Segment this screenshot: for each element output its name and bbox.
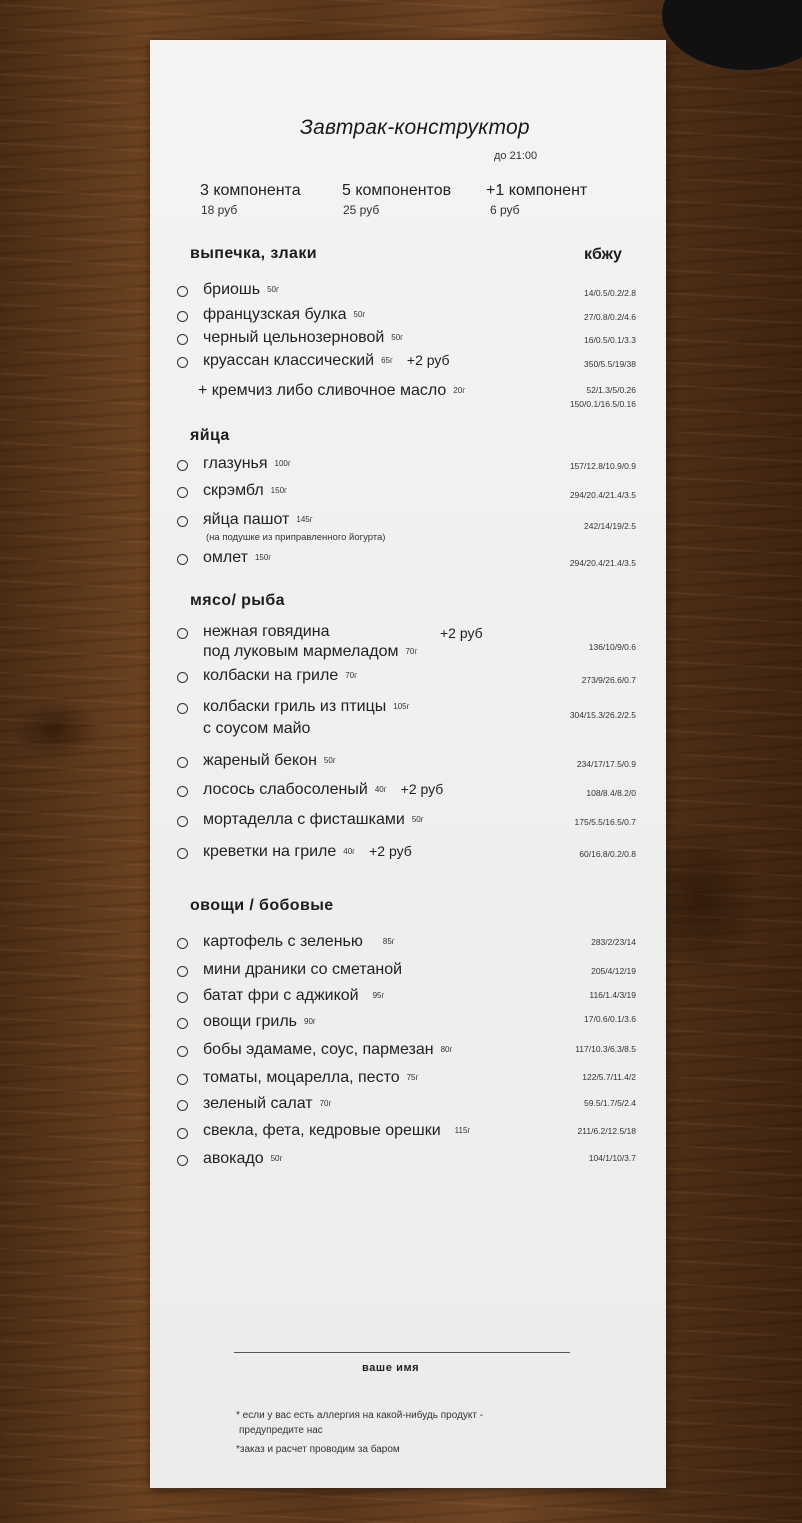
menu-item: скрэмбл 150г [203,482,287,499]
nutrition-value: 136/10/9/0.6 [588,642,636,652]
nutrition-value: 108/8.4/8.2/0 [586,788,636,798]
menu-item-note: (на подушке из приправленного йогурта) [206,532,386,543]
wood-knot [10,700,100,760]
nutrition-value: 242/14/19/2.5 [584,521,636,531]
nutrition-value: 350/5.5/19/38 [584,359,636,369]
section-title-bakery: выпечка, злаки [190,245,317,262]
checkbox-circle[interactable] [177,516,188,527]
checkbox-circle[interactable] [177,757,188,768]
menu-item: бобы эдамаме, соус, пармезан 80г [203,1041,453,1058]
option-title: +1 компонент [486,182,588,199]
checkbox-circle[interactable] [177,848,188,859]
menu-item: бриошь 50г [203,281,279,298]
menu-item: томаты, моцарелла, песто 75г [203,1069,419,1086]
order-note: *заказ и расчет проводим за баром [236,1444,400,1455]
checkbox-circle[interactable] [177,1074,188,1085]
section-title-eggs: яйца [190,427,230,444]
nutrition-value: 59.5/1.7/5/2.4 [584,1098,636,1108]
menu-item: мини драники со сметаной [203,961,403,978]
checkbox-circle[interactable] [177,966,188,977]
nutrition-value: 175/5.5/16.5/0.7 [574,817,636,827]
name-line[interactable] [234,1352,570,1353]
nutrition-value: 283/2/23/14 [591,937,636,947]
menu-item: жареный бекон 50г [203,752,336,769]
menu-item: под луковым мармеладом 70г [203,643,418,660]
nutrition-value: 116/1.4/3/19 [589,990,636,1000]
menu-item: мортаделла с фисташками 50г [203,811,424,828]
nutrition-value: 294/20.4/21.4/3.5 [569,490,636,500]
checkbox-circle[interactable] [177,460,188,471]
allergy-note: * если у вас есть аллергия на какой-нибудь продукт - [236,1410,484,1421]
nutrition-value: 122/5.7/11.4/2 [582,1072,636,1082]
menu-item: лосось слабосоленый 40г +2 руб [203,781,444,798]
nutrition-value: 211/6.2/12.5/18 [577,1126,636,1136]
menu-item: картофель с зеленью 85г [203,933,395,950]
checkbox-circle[interactable] [177,786,188,797]
menu-item: французская булка 50г [203,306,366,323]
nutrition-value: 60/16.8/0.2/0.8 [579,849,636,859]
checkbox-circle[interactable] [177,703,188,714]
checkbox-circle[interactable] [177,1046,188,1057]
option-title: 5 компонентов [342,182,452,199]
menu-item: яйца пашот 145г [203,511,313,528]
checkbox-circle[interactable] [177,1128,188,1139]
menu-item: нежная говядина [203,623,330,640]
nutrition-value: 27/0.8/0.2/4.6 [584,312,636,322]
checkbox-circle[interactable] [177,554,188,565]
nutrition-value: 104/1/10/3.7 [588,1153,636,1163]
checkbox-circle[interactable] [177,816,188,827]
nutrition-value: 273/9/26.6/0.7 [581,675,636,685]
menu-item: свекла, фета, кедровые орешки 115г [203,1122,471,1139]
option-title: 3 компонента [200,182,301,199]
menu-hours: до 21:00 [494,150,538,162]
nutrition-value: 117/10.3/6.3/8.5 [575,1044,636,1054]
menu-title: Завтрак-конструктор [300,116,530,139]
checkbox-circle[interactable] [177,992,188,1003]
checkbox-circle[interactable] [177,1155,188,1166]
nutrition-value: 294/20.4/21.4/3.5 [569,558,636,568]
menu-item: омлет 150г [203,549,272,566]
allergy-note: предупредите нас [239,1425,323,1436]
menu-item: глазунья 100г [203,455,291,472]
section-title-veg: овощи / бобовые [190,897,334,914]
menu-item-surcharge: +2 руб [440,625,483,641]
menu-item: креветки на гриле 40г +2 руб [203,843,412,860]
nutrition-value: 234/17/17.5/0.9 [576,759,636,769]
option-price: 25 руб [343,203,380,217]
menu-item: батат фри с аджикой 95г [203,987,385,1004]
menu-item: зеленый салат 70г [203,1095,332,1112]
nutrition-value: 14/0.5/0.2/2.8 [584,288,636,298]
option-price: 18 руб [201,203,238,217]
menu-item: овощи гриль 90г [203,1013,316,1030]
checkbox-circle[interactable] [177,286,188,297]
mug-edge [662,0,802,70]
nutrition-value: 52/1.3/5/0.26 [586,385,636,395]
menu-item: круассан классический 65г +2 руб [203,352,450,369]
checkbox-circle[interactable] [177,334,188,345]
checkbox-circle[interactable] [177,1018,188,1029]
kbju-header: кбжу [584,246,622,263]
menu-item: колбаски гриль из птицы 105г [203,698,410,715]
checkbox-circle[interactable] [177,311,188,322]
checkbox-circle[interactable] [177,938,188,949]
checkbox-circle[interactable] [177,628,188,639]
option-price: 6 руб [490,203,520,217]
menu-item: черный цельнозерновой 50г [203,329,404,346]
nutrition-value: 150/0.1/16.5/0.16 [569,399,636,409]
nutrition-value: 304/15.3/26.2/2.5 [569,710,636,720]
checkbox-circle[interactable] [177,1100,188,1111]
checkbox-circle[interactable] [177,487,188,498]
menu-item: авокадо 50г [203,1150,283,1167]
name-label: ваше имя [362,1362,420,1374]
menu-addon: + кремчиз либо сливочное масло 20г [198,382,466,399]
checkbox-circle[interactable] [177,357,188,368]
section-title-meat: мясо/ рыба [190,592,285,609]
nutrition-value: 205/4/12/19 [591,966,636,976]
nutrition-value: 17/0.6/0.1/3.6 [584,1014,636,1024]
menu-item: колбаски на гриле 70г [203,667,358,684]
menu-sheet [150,40,666,1488]
nutrition-value: 16/0.5/0.1/3.3 [584,335,636,345]
nutrition-value: 157/12.8/10.9/0.9 [569,461,636,471]
menu-item: с соусом майо [203,720,311,737]
checkbox-circle[interactable] [177,672,188,683]
